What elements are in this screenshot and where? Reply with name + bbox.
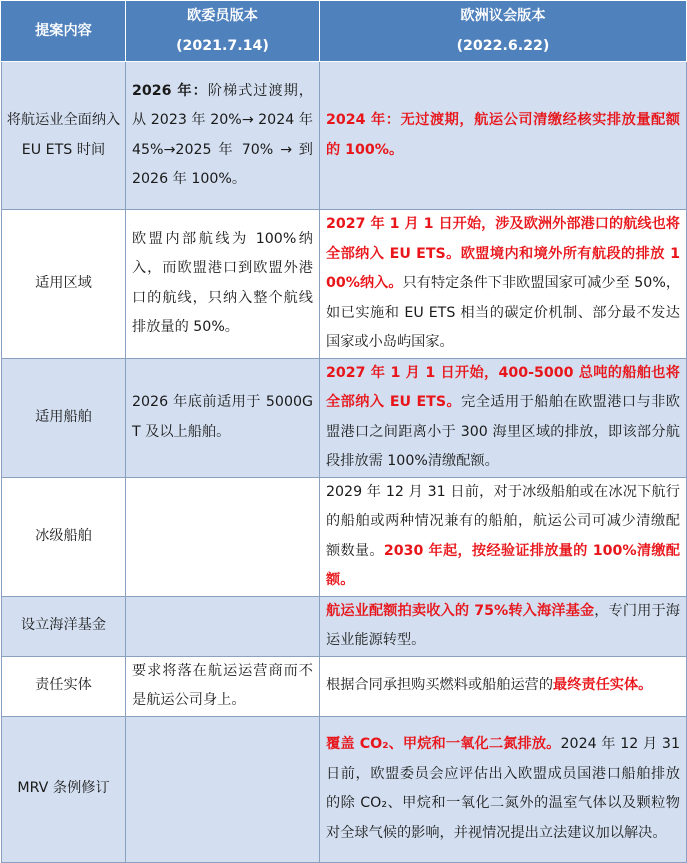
header-commission-date: (2021.7.14) — [176, 38, 269, 54]
parliament-text: ，专门用于海运业能源转型。 — [326, 602, 680, 648]
header-commission-version — [126, 1, 320, 62]
commission-cell — [126, 358, 320, 477]
table-row — [2, 210, 687, 359]
commission-text: 欧盟内部航线为 100%纳入，而欧盟港口到欧盟外港口的航线，只纳入整个航线排放量的 50%。 — [132, 230, 313, 336]
comparison-table — [1, 0, 687, 863]
header-proposal-content: 提案内容 — [2, 1, 126, 62]
header-commission-title: 欧委员版本 — [187, 8, 258, 24]
parliament-highlight: 2027 年 1 月 1 日开始，涉及欧洲外部港口的航线也将全部纳入 EU ETS。欧盟境内和境外所有航段的排放 100%纳入。 — [326, 216, 680, 291]
parliament-text: 2029 年 12 月 31 日前，对于冰级船舶或在冰况下航行的船舶或两种情况兼有的船舶，航运公司可减少清缴配额数量。 — [326, 483, 680, 559]
parliament-cell — [320, 477, 687, 596]
parliament-highlight: 2030 年起，按经验证排放量的 100%清缴配额。 — [326, 542, 680, 588]
row-label: 冰级船舶 — [2, 477, 126, 596]
commission-cell — [126, 656, 320, 716]
parliament-highlight: 2027 年 1 月 1 日开始，400-5000 总吨的船舶也将全部纳入 EU ETS。 — [326, 364, 680, 410]
parliament-text: 2024 年 12 月 31 日前，欧盟委员会应评估出入欧盟成员国港口船舶排放的除 CO₂、甲烷和一氧化二氮外的温室气体以及颗粒物对全球气候的影响，并视情况提出立法建议加以解决。 — [326, 736, 680, 841]
parliament-text: 根据合同承担购买燃料或船舶运营的 — [326, 677, 554, 694]
commission-cell — [126, 596, 320, 656]
row-label: 适用区域 — [2, 210, 126, 359]
commission-cell — [126, 62, 320, 210]
table-row — [2, 596, 687, 656]
parliament-cell — [320, 596, 687, 656]
parliament-highlight: 覆盖 CO₂、甲烷和一氧化二氮排放。 — [326, 736, 561, 752]
table-row — [2, 62, 687, 210]
parliament-cell — [320, 210, 687, 359]
header-parliament-version — [320, 1, 687, 62]
commission-cell — [126, 716, 320, 862]
row-label: 适用船舶 — [2, 358, 126, 477]
commission-text: 2026 年底前适用于 5000GT 及以上船舶。 — [132, 394, 313, 440]
commission-text: 阶梯式过渡期，从 2023 年 20%→ 2024 年 45%→2025 年 70% → 到 2026 年 100%。 — [132, 82, 313, 187]
parliament-highlight: 最终责任实体。 — [553, 677, 653, 694]
header-parliament-date: (2022.6.22) — [456, 38, 550, 54]
parliament-cell — [320, 62, 687, 210]
table-row — [2, 716, 687, 862]
row-label: 责任实体 — [2, 656, 126, 716]
parliament-highlight: 2024 年：无过渡期，航运公司清缴经核实排放量配额的 100%。 — [326, 112, 680, 158]
table-row — [2, 656, 687, 716]
parliament-cell — [320, 716, 687, 862]
parliament-cell — [320, 358, 687, 477]
row-label: 设立海洋基金 — [2, 596, 126, 656]
header-row — [2, 1, 687, 62]
commission-emphasis: 2026 年： — [132, 82, 208, 99]
row-label: 将航运业全面纳入 EU ETS 时间 — [2, 62, 126, 210]
row-label: MRV 条例修订 — [2, 716, 126, 862]
commission-text: 要求将落在航运运营商而不是航运公司身上。 — [132, 662, 313, 708]
parliament-text: 只有特定条件下非欧盟国家可减少至 50%，如已实施和 EU ETS 相当的碳定价机制、部分最不发达国家或小岛屿国家。 — [326, 275, 681, 350]
table-row — [2, 358, 687, 477]
table-row — [2, 477, 687, 596]
header-parliament-title: 欧洲议会版本 — [460, 8, 546, 24]
parliament-text: 完全适用于船舶在欧盟港口与非欧盟港口之间距离小于 300 海里区域的排放，即该部分航段排放需 100%清缴配额。 — [326, 394, 680, 469]
commission-cell — [126, 210, 320, 359]
commission-cell — [126, 477, 320, 596]
parliament-highlight: 航运业配额拍卖收入的 75%转入海洋基金 — [326, 602, 595, 619]
parliament-cell — [320, 656, 687, 716]
